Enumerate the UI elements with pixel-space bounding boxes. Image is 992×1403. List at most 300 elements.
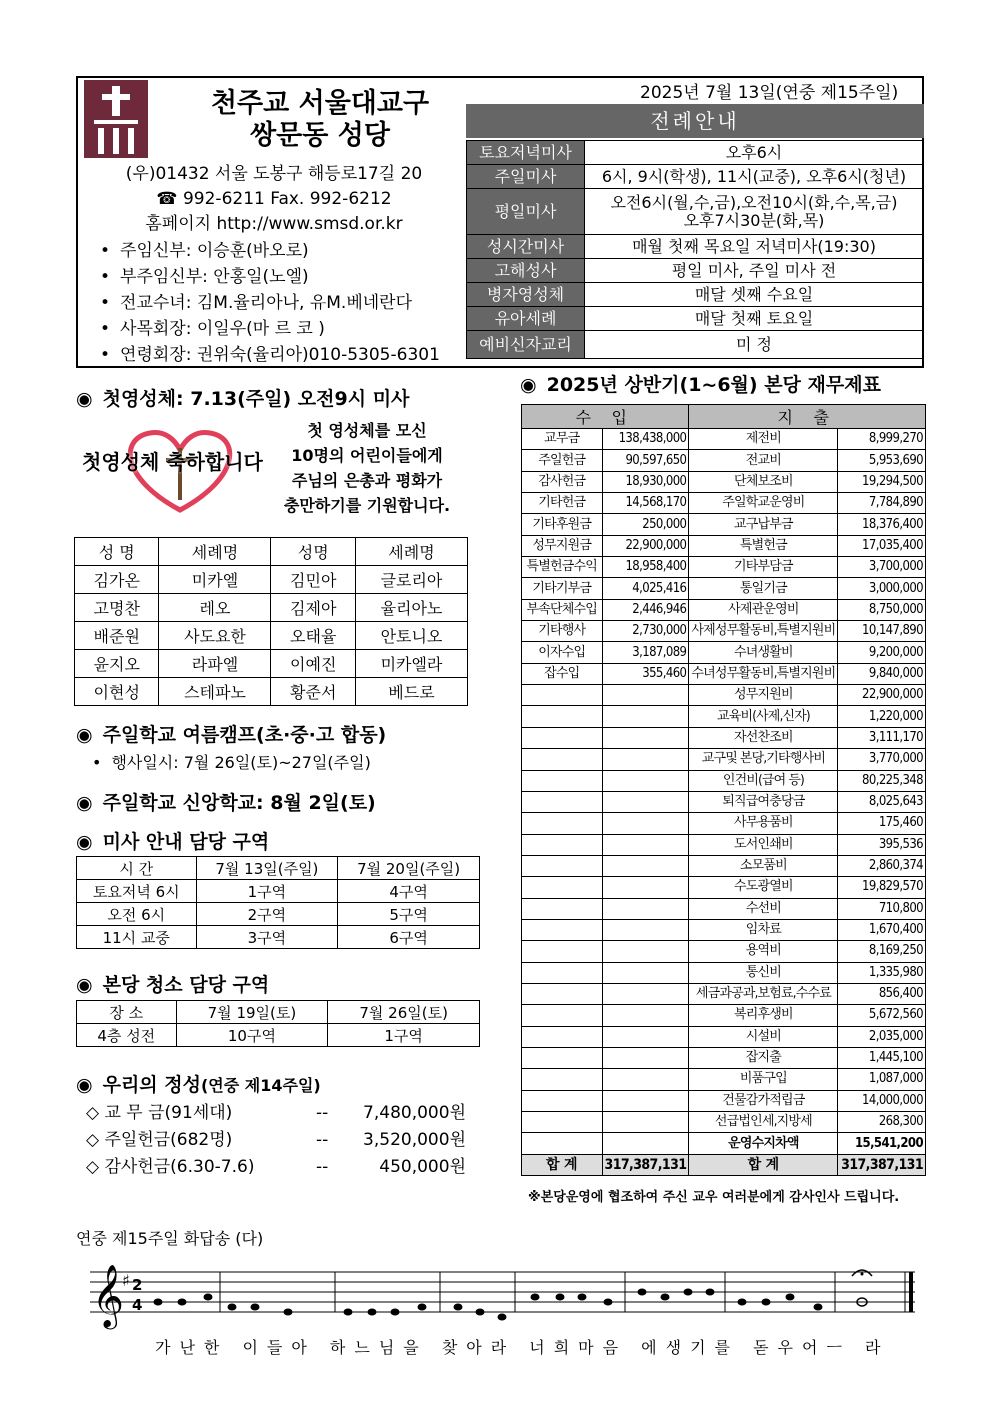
finance-row	[522, 578, 926, 599]
income-item	[522, 1069, 603, 1090]
finance-row	[522, 1069, 926, 1090]
income-item	[522, 1090, 603, 1111]
expense-amount: 1,335,980	[838, 962, 926, 983]
cell: 4층 성전	[77, 1024, 177, 1047]
income-item	[522, 1047, 603, 1068]
income-item	[522, 898, 603, 919]
expense-item: 시설비	[689, 1026, 838, 1047]
cell: 김민아	[271, 566, 355, 594]
income-item	[522, 1005, 603, 1026]
staff-item: • 사목회장: 이일우(마 르 코 )	[100, 316, 465, 342]
staff-item: • 전교수녀: 김M.율리아나, 유M.베네란다	[100, 290, 465, 316]
expense-item: 복리후생비	[689, 1005, 838, 1026]
church-title-line2: 쌍문동 성당	[250, 120, 390, 151]
cell: 고명찬	[75, 594, 159, 622]
finance-row	[522, 1133, 926, 1154]
cell: 라파엘	[159, 650, 271, 678]
offering-value: 450,000원	[379, 1157, 466, 1177]
finance-row	[522, 834, 926, 855]
finance-row	[522, 514, 926, 535]
expense-item: 교구및 본당,기타행사비	[689, 749, 838, 770]
income-item: 부속단체수입	[522, 599, 603, 620]
expense-amount: 5,953,690	[838, 450, 926, 471]
finance-total-row	[522, 1154, 926, 1175]
treble-clef-icon: 𝄞	[92, 1264, 124, 1327]
income-amount	[602, 1090, 689, 1111]
expense-item: 인건비(급여 등)	[689, 770, 838, 791]
mass-guide-title	[76, 827, 269, 854]
income-amount	[602, 834, 689, 855]
income-amount	[602, 1069, 689, 1090]
liturgy-value: 매월 첫째 목요일 저녁미사(19:30)	[585, 235, 924, 259]
table-header: 성 명	[75, 538, 159, 566]
cell: 오전 6시	[77, 903, 197, 926]
cleaning-table	[76, 1000, 480, 1047]
cell: 5구역	[338, 903, 480, 926]
issue-date: 2025년 7월 13일(연중 제15주일)	[640, 83, 899, 103]
finance-row	[522, 749, 926, 770]
finance-row	[522, 983, 926, 1004]
expense-amount: 19,294,500	[838, 471, 926, 492]
cell: 2구역	[196, 903, 338, 926]
finance-row	[522, 557, 926, 578]
income-item: 감사헌금	[522, 471, 603, 492]
income-amount: 355,460	[602, 663, 689, 684]
finance-row	[522, 663, 926, 684]
income-amount	[602, 1112, 689, 1133]
expense-item: 기타부담금	[689, 557, 838, 578]
expense-amount: 17,035,400	[838, 535, 926, 556]
expense-amount: 3,000,000	[838, 578, 926, 599]
liturgy-key: 주일미사	[467, 165, 585, 189]
income-amount	[602, 813, 689, 834]
school-title	[76, 788, 376, 815]
liturgy-key: 성시간미사	[467, 235, 585, 259]
expense-item: 단체보조비	[689, 471, 838, 492]
total-label: 합 계	[522, 1154, 603, 1175]
income-item	[522, 706, 603, 727]
income-item: 기타후원금	[522, 514, 603, 535]
cell: 황준서	[271, 678, 355, 706]
finance-row	[522, 706, 926, 727]
music-staff	[90, 1262, 920, 1332]
expense-item: 전교비	[689, 450, 838, 471]
target-bullet-icon: ◉	[76, 1074, 93, 1096]
liturgy-value: 평일 미사, 주일 미사 전	[585, 259, 924, 283]
income-item: 주일헌금	[522, 450, 603, 471]
target-bullet-icon: ◉	[76, 388, 93, 410]
first-communion-title-text: 첫영성체: 7.13(주일) 오전9시 미사	[102, 388, 410, 410]
finance-body	[522, 429, 926, 1155]
income-item	[522, 770, 603, 791]
expense-item: 수녀성무활동비,특별지원비	[689, 663, 838, 684]
expense-item: 통일기금	[689, 578, 838, 599]
income-item	[522, 749, 603, 770]
income-amount: 4,025,416	[602, 578, 689, 599]
expense-item: 교육비(사제,신자)	[689, 706, 838, 727]
message-line: 충만하기를 기원합니다.	[283, 496, 451, 515]
finance-row	[522, 429, 926, 450]
cell: 레오	[159, 594, 271, 622]
finance-row	[522, 727, 926, 748]
expense-amount: 268,300	[838, 1112, 926, 1133]
table-row	[75, 622, 468, 650]
expense-amount: 3,770,000	[838, 749, 926, 770]
offering-dash: --	[316, 1103, 329, 1123]
cell: 이예진	[271, 650, 355, 678]
income-amount	[602, 1133, 689, 1154]
finance-row	[522, 855, 926, 876]
liturgy-title: 전례안내	[466, 104, 924, 138]
expense-item: 소모품비	[689, 855, 838, 876]
cell: 1구역	[196, 880, 338, 903]
mass-guide-table	[76, 856, 480, 949]
expense-item: 비품구입	[689, 1069, 838, 1090]
cell: 글로리아	[355, 566, 467, 594]
expense-amount: 80,225,348	[838, 770, 926, 791]
finance-row	[522, 493, 926, 514]
income-amount: 22,900,000	[602, 535, 689, 556]
table-row	[75, 566, 468, 594]
income-item: 잡수입	[522, 663, 603, 684]
cell: 이현성	[75, 678, 159, 706]
finance-row	[522, 941, 926, 962]
finance-row	[522, 813, 926, 834]
first-communion-message	[262, 418, 472, 518]
expense-item: 세금과공과,보험료,수수료	[689, 983, 838, 1004]
staff-item: • 주임신부: 이승훈(바오로)	[100, 238, 465, 264]
income-item	[522, 1133, 603, 1154]
finance-row	[522, 1112, 926, 1133]
school-title-text: 주일학교 신앙학교: 8월 2일(토)	[102, 792, 376, 814]
expense-amount: 9,200,000	[838, 642, 926, 663]
offering-label: ◇ 감사헌금(6.30-7.6)	[86, 1157, 255, 1177]
income-item	[522, 855, 603, 876]
cell: 김제아	[271, 594, 355, 622]
table-header: 7월 20일(주일)	[338, 857, 480, 880]
income-item: 기타행사	[522, 621, 603, 642]
church-title	[200, 88, 440, 152]
expense-amount: 22,900,000	[838, 685, 926, 706]
income-amount: 90,597,650	[602, 450, 689, 471]
expense-amount: 2,035,000	[838, 1026, 926, 1047]
liturgy-key: 병자영성체	[467, 283, 585, 307]
table-header: 7월 19일(토)	[176, 1001, 328, 1024]
church-logo	[84, 80, 148, 158]
expense-item: 교구납부금	[689, 514, 838, 535]
camp-title-text: 주일학교 여름캠프(초·중·고 합동)	[102, 724, 387, 746]
liturgy-value-line: 오전6시(월,수,금),오전10시(화,수,목,금)	[610, 192, 898, 212]
expense-item: 통신비	[689, 962, 838, 983]
offering-value: 3,520,000원	[363, 1130, 466, 1150]
income-item	[522, 727, 603, 748]
expense-amount: 7,784,890	[838, 493, 926, 514]
table-header: 7월 13일(주일)	[196, 857, 338, 880]
hymn-lyrics: 가난한 이들아 하느님을 찾아라 너희마음 에생기를 돋우어ㅡ 라	[155, 1338, 890, 1357]
liturgy-table	[466, 140, 924, 359]
camp-date: • 행사일시: 7월 26일(토)~27일(주일)	[92, 753, 371, 772]
expense-amount: 10,147,890	[838, 621, 926, 642]
expense-item: 성무지원비	[689, 685, 838, 706]
finance-row	[522, 685, 926, 706]
income-amount: 18,958,400	[602, 557, 689, 578]
finance-row	[522, 1005, 926, 1026]
expense-amount: 1,670,400	[838, 919, 926, 940]
finance-row	[522, 770, 926, 791]
first-communion-title	[76, 384, 409, 411]
offering-label: ◇ 교 무 금(91세대)	[86, 1103, 233, 1123]
staff-item: • 연령회장: 권위숙(율리아)010-5305-6301	[100, 342, 465, 368]
finance-row	[522, 450, 926, 471]
table-row	[75, 594, 468, 622]
offering-row	[86, 1100, 466, 1127]
expense-amount: 856,400	[838, 983, 926, 1004]
table-header: 세례명	[159, 538, 271, 566]
cell: 베드로	[355, 678, 467, 706]
expense-item: 건물감가적립금	[689, 1090, 838, 1111]
table-row	[77, 926, 480, 949]
income-amount	[602, 727, 689, 748]
total-label: 합 계	[689, 1154, 838, 1175]
expense-item: 퇴직급여충당금	[689, 791, 838, 812]
income-header: 수 입	[522, 405, 689, 429]
finance-row	[522, 1090, 926, 1111]
income-item: 교무금	[522, 429, 603, 450]
message-line: 첫 영성체를 모신	[307, 421, 427, 440]
finance-row	[522, 535, 926, 556]
table-header: 장 소	[77, 1001, 177, 1024]
expense-item: 수선비	[689, 898, 838, 919]
income-item	[522, 791, 603, 812]
income-item: 기타기부금	[522, 578, 603, 599]
income-item: 특별헌금수익	[522, 557, 603, 578]
svg-text:2: 2	[132, 1276, 143, 1294]
cell: 미카엘	[159, 566, 271, 594]
offering-row	[86, 1154, 466, 1181]
liturgy-value: 매달 셋째 수요일	[585, 283, 924, 307]
income-item	[522, 834, 603, 855]
income-item	[522, 919, 603, 940]
expense-amount: 1,220,000	[838, 706, 926, 727]
finance-row	[522, 962, 926, 983]
finance-note: ※본당운영에 협조하여 주신 교우 여러분에게 감사인사 드립니다.	[528, 1190, 900, 1205]
income-amount	[602, 770, 689, 791]
expense-item: 용역비	[689, 941, 838, 962]
expense-item: 선급법인세,지방세	[689, 1112, 838, 1133]
liturgy-value: 오후6시	[585, 141, 924, 165]
cell: 오태율	[271, 622, 355, 650]
offering-value: 7,480,000원	[363, 1103, 466, 1123]
income-amount: 18,930,000	[602, 471, 689, 492]
mass-guide-title-text: 미사 안내 담당 구역	[102, 831, 270, 853]
income-item	[522, 983, 603, 1004]
income-item	[522, 941, 603, 962]
table-row	[75, 678, 468, 706]
income-amount	[602, 1047, 689, 1068]
cell: 율리아노	[355, 594, 467, 622]
cell: 사도요한	[159, 622, 271, 650]
expense-item: 사제관운영비	[689, 599, 838, 620]
liturgy-key: 고해성사	[467, 259, 585, 283]
expense-amount: 1,087,000	[838, 1069, 926, 1090]
income-amount	[602, 1026, 689, 1047]
finance-row	[522, 898, 926, 919]
table-header: 시 간	[77, 857, 197, 880]
table-row	[77, 1024, 480, 1047]
income-item: 이자수입	[522, 642, 603, 663]
cleaning-title	[76, 970, 269, 997]
expense-amount: 9,840,000	[838, 663, 926, 684]
income-amount	[602, 791, 689, 812]
expense-amount: 395,536	[838, 834, 926, 855]
homepage-link[interactable]: 홈페이지 http://www.smsd.or.kr	[145, 214, 403, 234]
expense-amount: 8,025,643	[838, 791, 926, 812]
liturgy-key: 예비신자교리	[467, 331, 585, 359]
target-bullet-icon: ◉	[76, 792, 93, 814]
expense-amount: 175,460	[838, 813, 926, 834]
svg-text:♯: ♯	[122, 1271, 130, 1290]
first-communion-banner-text: 첫영성체 축하합니다	[82, 450, 263, 474]
table-header: 세례명	[355, 538, 467, 566]
income-amount: 14,568,170	[602, 493, 689, 514]
income-amount	[602, 1005, 689, 1026]
expense-item: 제전비	[689, 429, 838, 450]
expense-amount: 19,829,570	[838, 877, 926, 898]
finance-row	[522, 919, 926, 940]
expense-amount: 14,000,000	[838, 1090, 926, 1111]
offering-dash: --	[316, 1157, 329, 1177]
address-block	[84, 162, 464, 237]
expense-header: 지 출	[689, 405, 926, 429]
cell: 배준원	[75, 622, 159, 650]
camp-title	[76, 720, 386, 747]
offering-list	[86, 1100, 466, 1181]
expense-amount: 8,169,250	[838, 941, 926, 962]
income-amount	[602, 706, 689, 727]
expense-item: 사제성무활동비,특별지원비	[689, 621, 838, 642]
expense-item: 운영수지차액	[689, 1133, 838, 1154]
total-income: 317,387,131	[602, 1154, 689, 1175]
staff-list	[100, 238, 465, 368]
finance-title-text: 2025년 상반기(1~6월) 본당 재무제표	[546, 374, 881, 396]
expense-amount: 710,800	[838, 898, 926, 919]
table-header: 성명	[271, 538, 355, 566]
income-item	[522, 877, 603, 898]
liturgy-key: 평일미사	[467, 189, 585, 235]
income-item	[522, 685, 603, 706]
cell: 10구역	[176, 1024, 328, 1047]
total-expense: 317,387,131	[838, 1154, 926, 1175]
expense-amount: 15,541,200	[838, 1133, 926, 1154]
target-bullet-icon: ◉	[76, 724, 93, 746]
expense-amount: 18,376,400	[838, 514, 926, 535]
expense-item: 사무용품비	[689, 813, 838, 834]
expense-item: 특별헌금	[689, 535, 838, 556]
income-amount: 250,000	[602, 514, 689, 535]
income-item	[522, 1112, 603, 1133]
expense-item: 수도광열비	[689, 877, 838, 898]
table-row	[75, 650, 468, 678]
expense-amount: 1,445,100	[838, 1047, 926, 1068]
svg-text:4: 4	[132, 1296, 143, 1314]
income-amount	[602, 855, 689, 876]
income-item	[522, 1026, 603, 1047]
cell: 3구역	[196, 926, 338, 949]
expense-amount: 2,860,374	[838, 855, 926, 876]
table-row	[77, 880, 480, 903]
expense-item: 잡지출	[689, 1047, 838, 1068]
cleaning-title-text: 본당 청소 담당 구역	[102, 974, 270, 996]
income-item	[522, 962, 603, 983]
offering-title-text: 우리의 정성	[102, 1074, 201, 1096]
income-amount: 138,438,000	[602, 429, 689, 450]
phone: ☎ 992-6211 Fax. 992-6212	[156, 189, 392, 209]
liturgy-value: 매달 첫째 토요일	[585, 307, 924, 331]
finance-row	[522, 1047, 926, 1068]
liturgy-key: 토요저녁미사	[467, 141, 585, 165]
income-amount: 2,446,946	[602, 599, 689, 620]
cell: 토요저녁 6시	[77, 880, 197, 903]
offering-dash: --	[316, 1130, 329, 1150]
finance-row	[522, 599, 926, 620]
cell: 6구역	[338, 926, 480, 949]
staff-item: • 부주임신부: 안홍일(노엘)	[100, 264, 465, 290]
finance-table	[521, 404, 926, 1176]
first-communion-banner	[80, 418, 280, 518]
expense-amount: 8,750,000	[838, 599, 926, 620]
camp-date-text: 행사일시: 7월 26일(토)~27일(주일)	[111, 753, 371, 772]
hymn-title: 연중 제15주일 화답송 (다)	[76, 1229, 264, 1248]
expense-item: 수녀생활비	[689, 642, 838, 663]
offering-row	[86, 1127, 466, 1154]
cell: 4구역	[338, 880, 480, 903]
expense-item: 임차료	[689, 919, 838, 940]
income-item: 기타헌금	[522, 493, 603, 514]
liturgy-value-line: 오후7시30분(화,목)	[683, 210, 825, 230]
church-title-line1: 천주교 서울대교구	[210, 88, 430, 119]
expense-item: 자선찬조비	[689, 727, 838, 748]
cell: 미카엘라	[355, 650, 467, 678]
cell: 1구역	[328, 1024, 480, 1047]
expense-amount: 5,672,560	[838, 1005, 926, 1026]
finance-row	[522, 791, 926, 812]
income-amount	[602, 898, 689, 919]
income-amount	[602, 877, 689, 898]
offering-title-sub: (연중 제14주일)	[200, 1076, 321, 1095]
finance-row	[522, 471, 926, 492]
liturgy-value: 6시, 9시(학생), 11시(교중), 오후6시(청년)	[585, 165, 924, 189]
cell: 스테파노	[159, 678, 271, 706]
income-amount	[602, 749, 689, 770]
table-header: 7월 26일(토)	[328, 1001, 480, 1024]
first-communion-table	[74, 537, 468, 706]
message-line: 주님의 은총과 평화가	[291, 471, 443, 490]
income-amount	[602, 983, 689, 1004]
expense-amount: 3,111,170	[838, 727, 926, 748]
target-bullet-icon: ◉	[520, 374, 537, 396]
liturgy-value: 미 정	[585, 331, 924, 359]
table-row	[77, 903, 480, 926]
cell: 11시 교중	[77, 926, 197, 949]
cell: 안토니오	[355, 622, 467, 650]
expense-amount: 3,700,000	[838, 557, 926, 578]
target-bullet-icon: ◉	[76, 974, 93, 996]
finance-row	[522, 1026, 926, 1047]
offering-title	[76, 1070, 321, 1097]
income-item	[522, 813, 603, 834]
liturgy-value	[585, 189, 924, 235]
target-bullet-icon: ◉	[76, 831, 93, 853]
